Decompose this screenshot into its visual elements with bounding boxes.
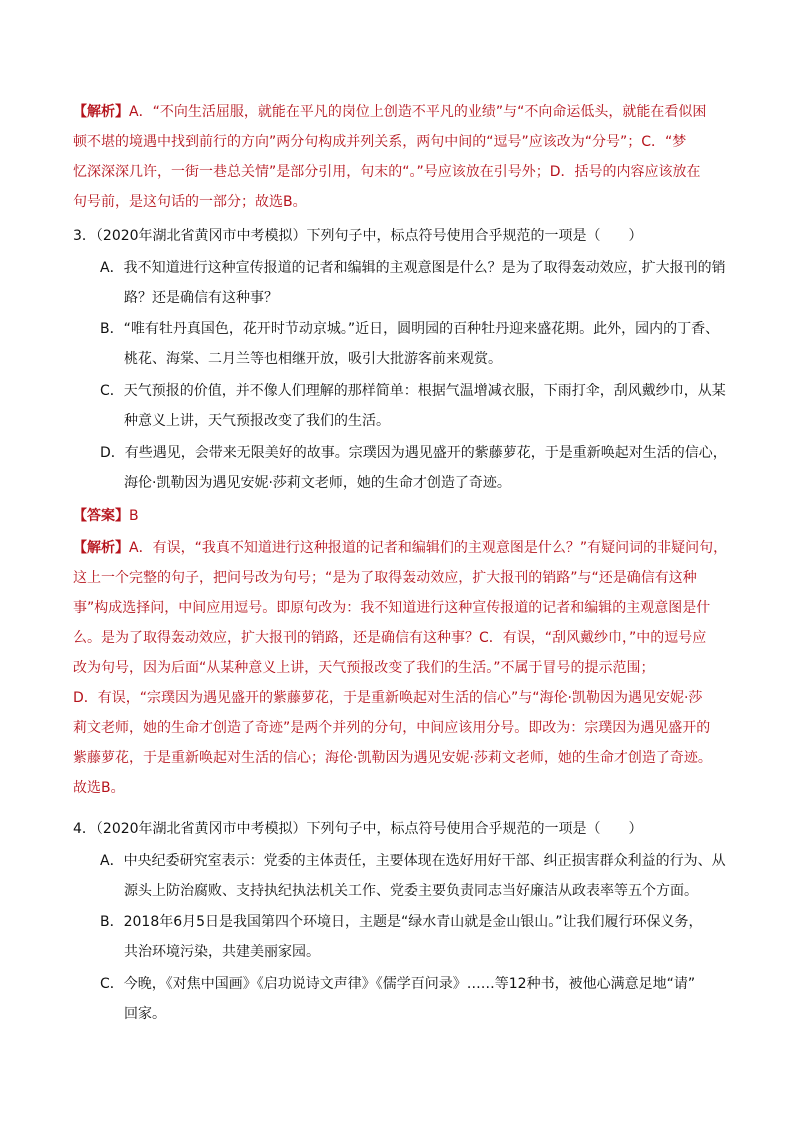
analysis-block-q3 (73, 533, 733, 803)
analysis-line: D．有误，“宗璞因为遇见盛开的紫藤萝花，于是重新唤起对生活的信心”与“海伦·凯勒因为遇见安妮·莎 (73, 690, 703, 706)
option-line: 共治环境污染，共建美丽家园。 (124, 944, 320, 960)
analysis-tag: 【解析】 (73, 540, 129, 556)
answer-value: B (129, 508, 139, 524)
analysis-line: 顿不堪的境遇中找到前行的方向”两分句构成并列关系，两句中间的“逗号”应该改为“分号”；C．“梦 (73, 134, 687, 150)
analysis-line: 么。是为了取得轰动效应，扩大报刊的销路，还是确信有这种事？C．有误，“刮风戴纱巾，”中的逗号应 (73, 630, 707, 646)
option-line: 桃花、海棠、二月兰等也相继开放，吸引大批游客前来观赏。 (124, 351, 502, 367)
option-line: 回家。 (124, 1006, 166, 1022)
question-4-stem (73, 814, 733, 844)
analysis-line (73, 97, 733, 127)
q3-option-a (100, 253, 730, 313)
analysis-tag: 【解析】 (73, 104, 129, 120)
analysis-block-q2 (73, 97, 733, 217)
option-line: 海伦·凯勒因为遇见安妮·莎莉文老师，她的生命才创造了奇迹。 (124, 475, 511, 491)
analysis-line: 句号前，是这句话的一部分；故选B。 (73, 194, 307, 210)
question-stem: 3．（2020年湖北省黄冈市中考模拟）下列句子中，标点符号使用合乎规范的一项是（ ） (73, 228, 643, 244)
analysis-line: 改为句号，因为后面“从某种意义上讲，天气预报改变了我们的生活。”不属于冒号的提示范围； (73, 660, 655, 676)
analysis-line: 莉文老师，她的生命才创造了奇迹”是两个并列的分句，中间应该用分号。即改为：宗璞因为遇见盛开的 (73, 720, 711, 736)
option-line: A．中央纪委研究室表示：党委的主体责任，主要体现在选好用好干部、纠正损害群众利益的行为、从 (100, 853, 726, 869)
q3-option-c (100, 376, 730, 436)
option-line: A．我不知道进行这种宣传报道的记者和编辑的主观意图是什么？是为了取得轰动效应，扩大报刊的销 (100, 260, 726, 276)
option-line: C．天气预报的价值，并不像人们理解的那样简单：根据气温增减衣服，下雨打伞，刮风戴纱巾，从某 (100, 383, 726, 399)
q3-option-b (100, 314, 730, 374)
analysis-text: A．有误，“我真不知道进行这种报道的记者和编辑们的主观意图是什么？”有疑问词的非疑问句， (129, 540, 728, 556)
option-line: 种意义上讲，天气预报改变了我们的生活。 (124, 413, 390, 429)
analysis-line: 忆深深深几许，一街一巷总关情”是部分引用，句末的“。”号应该放在引号外；D．括号的内容应该放在 (73, 164, 701, 180)
q4-option-b (100, 907, 730, 967)
analysis-line: 故选B。 (73, 780, 125, 796)
option-line: D．有些遇见，会带来无限美好的故事。宗璞因为遇见盛开的紫藤萝花，于是重新唤起对生活的信心， (100, 445, 727, 461)
answer-tag: 【答案】 (73, 508, 129, 524)
answer-line (73, 501, 733, 531)
q4-option-c (100, 969, 730, 1029)
option-line: C．今晚，《对焦中国画》《启功说诗文声律》《儒学百问录》……等12种书，被他心满意足地“请” (100, 976, 696, 992)
option-line: B．“唯有牡丹真国色，花开时节动京城。”近日，圆明园的百种牡丹迎来盛花期。此外，园内的丁香、 (100, 321, 720, 337)
option-line: B．2018年6月5日是我国第四个环境日，主题是“绿水青山就是金山银山。”让我们履行环保义务， (100, 914, 703, 930)
option-line: 源头上防治腐败、支持执纪执法机关工作、党委主要负责同志当好廉洁从政表率等五个方面。 (124, 883, 698, 899)
q3-option-d (100, 438, 730, 498)
option-line: 路？还是确信有这种事？ (124, 290, 278, 306)
q4-option-a (100, 846, 730, 906)
answer-block-q3 (73, 501, 733, 531)
analysis-line: 事”构成选择问，中间应用逗号。即原句改为：我不知道进行这种宣传报道的记者和编辑的主观意图是什 (73, 600, 711, 616)
analysis-line: 紫藤萝花，于是重新唤起对生活的信心；海伦·凯勒因为遇见安妮·莎莉文老师，她的生命才创造了奇迹。 (73, 750, 712, 766)
analysis-line: 这上一个完整的句子，把问号改为句号；“是为了取得轰动效应，扩大报刊的销路”与“还是确信有这种 (73, 570, 697, 586)
question-3-stem (73, 221, 733, 251)
analysis-line (73, 533, 733, 563)
analysis-text: A．“不向生活屈服，就能在平凡的岗位上创造不平凡的业绩”与“不向命运低头，就能在看似困 (129, 104, 707, 120)
question-stem: 4．（2020年湖北省黄冈市中考模拟）下列句子中，标点符号使用合乎规范的一项是（ ） (73, 821, 643, 837)
